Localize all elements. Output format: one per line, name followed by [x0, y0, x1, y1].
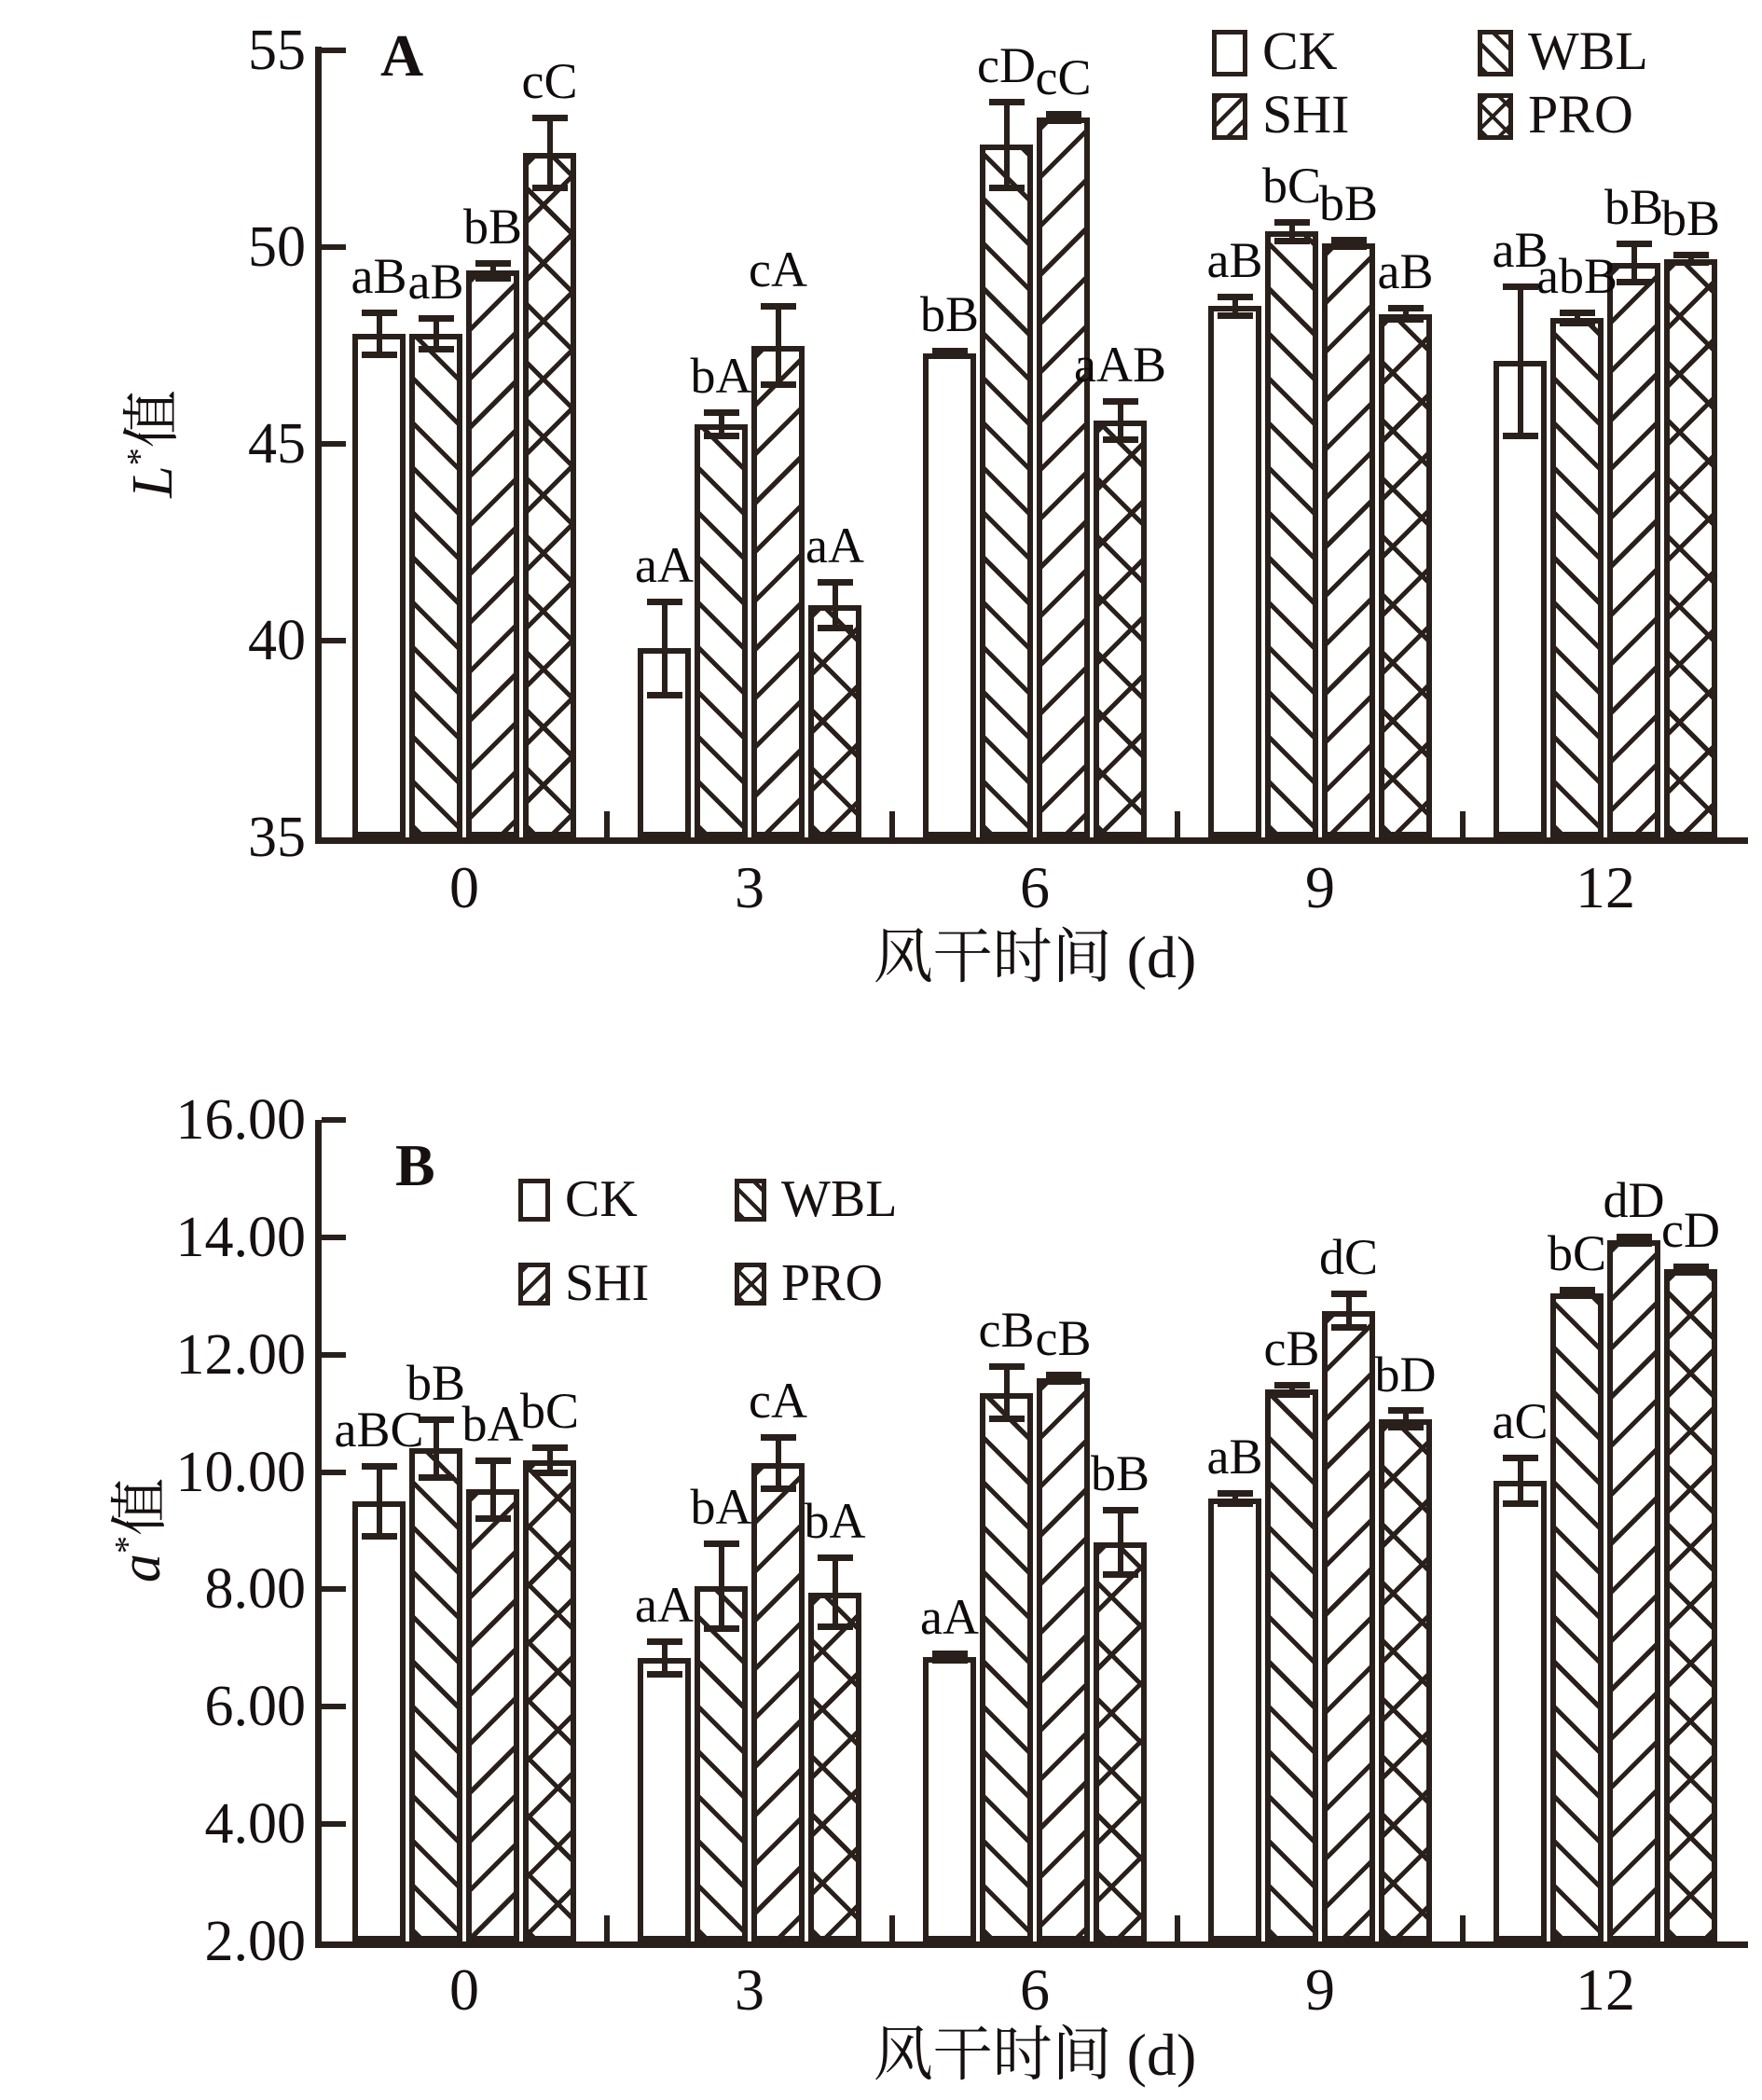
errorbar-stem-PRO-day3: [833, 1557, 838, 1628]
x-tick-A-2: [889, 811, 895, 837]
y-tick-label-B-8: 8.00: [204, 1557, 306, 1622]
sig-label-CK-day12: aB: [1492, 222, 1549, 279]
legend-label-B-SHI: SHI: [565, 1254, 650, 1312]
sig-label-WBL-day9: cB: [1263, 1320, 1320, 1377]
bar-PRO-day6: [1094, 1542, 1147, 1941]
errorbar-cap-top-CK-day3: [647, 1638, 682, 1645]
bar-SHI-day3: [751, 346, 805, 838]
sig-label-CK-day0: aBC: [334, 1402, 424, 1458]
legend-label-B-CK: CK: [565, 1170, 638, 1228]
errorbar-cap-bottom-WBL-day9: [1274, 238, 1310, 244]
errorbar-stem-CK-day12: [1518, 286, 1523, 435]
bar-WBL-day6: [980, 145, 1033, 837]
errorbar-cap-top-SHI-day0: [475, 1458, 511, 1464]
errorbar-cap-bottom-WBL-day12: [1560, 320, 1595, 326]
y-tick-label-B-12: 12.00: [175, 1322, 306, 1387]
y-tick-label-B-16: 16.00: [175, 1088, 306, 1152]
sig-label-WBL-day6: cB: [978, 1302, 1035, 1359]
legend-item-A-WBL: [1478, 21, 1648, 81]
errorbar-cap-top-SHI-day12: [1617, 241, 1652, 247]
legend-item-B-WBL: [735, 1170, 898, 1228]
bar-WBL-day9: [1265, 1389, 1318, 1941]
x-category-label-B-9: 9: [1305, 1956, 1335, 2023]
legend-item-A-PRO: [1478, 84, 1633, 145]
legend-label-A-CK: CK: [1262, 21, 1338, 81]
errorbar-stem-PRO-day0: [547, 117, 553, 188]
errorbar-cap-top-PRO-day3: [818, 579, 853, 586]
errorbar-cap-bottom-CK-day6: [932, 1657, 968, 1664]
errorbar-stem-SHI-day9: [1346, 1293, 1352, 1329]
x-axis-line-b: [315, 1941, 1748, 1948]
bar-SHI-day6: [1037, 117, 1090, 837]
y-tick-B-16: [322, 1117, 346, 1123]
errorbar-cap-bottom-SHI-day0: [475, 275, 511, 282]
sig-label-WBL-day12: bC: [1547, 1224, 1607, 1281]
errorbar-cap-bottom-PRO-day0: [532, 185, 568, 191]
x-category-label-A-3: 3: [735, 854, 764, 920]
sig-label-CK-day6: aA: [920, 1589, 979, 1646]
errorbar-stem-SHI-day0: [490, 1460, 496, 1519]
bar-CK-day0: [352, 1501, 406, 1941]
y-axis-title-a-cjk: 值: [120, 390, 185, 449]
errorbar-cap-bottom-WBL-day6: [989, 185, 1025, 191]
errorbar-cap-bottom-PRO-day12: [1673, 1269, 1709, 1276]
errorbar-stem-WBL-day0: [434, 1419, 439, 1478]
errorbar-cap-top-SHI-day3: [761, 303, 796, 310]
y-tick-B-12: [322, 1352, 346, 1358]
x-tick-A-1: [604, 811, 610, 837]
legend-swatch-A-CK-icon: [1212, 30, 1247, 76]
errorbar-cap-top-CK-day12: [1503, 1455, 1538, 1461]
errorbar-stem-SHI-day3: [776, 1437, 781, 1490]
legend-swatch-A-PRO-icon: [1478, 93, 1513, 140]
bar-PRO-day0: [523, 153, 576, 837]
sig-label-CK-day9: aB: [1206, 1428, 1263, 1485]
bar-PRO-day12: [1664, 1269, 1717, 1941]
legend-swatch-A-WBL-icon: [1478, 30, 1513, 76]
errorbar-cap-top-PRO-day6: [1103, 1507, 1138, 1513]
y-tick-label-A-45: 45: [248, 412, 306, 476]
sig-label-PRO-day0: cC: [521, 52, 578, 109]
x-category-label-B-3: 3: [735, 1956, 764, 2023]
bar-PRO-day6: [1094, 421, 1147, 837]
y-tick-A-55: [322, 48, 346, 53]
errorbar-cap-bottom-CK-day6: [932, 352, 968, 359]
errorbar-stem-SHI-day3: [776, 306, 781, 384]
bar-WBL-day6: [980, 1393, 1033, 1941]
y-tick-label-B-6: 6.00: [204, 1675, 306, 1739]
errorbar-stem-WBL-day6: [1004, 1366, 1010, 1419]
errorbar-cap-bottom-CK-day9: [1218, 312, 1253, 319]
sig-label-WBL-day3: bA: [690, 348, 752, 405]
errorbar-cap-top-PRO-day0: [532, 1444, 568, 1451]
x-tick-B-3: [1175, 1915, 1180, 1941]
errorbar-cap-bottom-PRO-day12: [1673, 259, 1709, 266]
sig-label-CK-day3: aA: [635, 536, 694, 593]
sig-label-PRO-day9: bD: [1374, 1346, 1437, 1402]
errorbar-cap-top-PRO-day6: [1103, 398, 1138, 405]
errorbar-stem-CK-day0: [377, 312, 382, 355]
errorbar-stem-WBL-day6: [1004, 102, 1010, 188]
errorbar-stem-SHI-day12: [1631, 243, 1637, 283]
bar-PRO-day3: [808, 605, 861, 837]
sig-label-SHI-day3: cA: [749, 1372, 807, 1429]
y-tick-B-10: [322, 1470, 346, 1475]
errorbar-cap-bottom-WBL-day6: [989, 1416, 1025, 1422]
errorbar-cap-bottom-WBL-day0: [419, 1474, 454, 1481]
y-tick-B-8: [322, 1586, 346, 1592]
errorbar-cap-top-CK-day9: [1218, 1490, 1253, 1497]
x-axis-title-a: 风干时间 (d): [873, 924, 1197, 990]
y-tick-B-6: [322, 1704, 346, 1709]
errorbar-cap-bottom-CK-day12: [1503, 433, 1538, 439]
bar-CK-day6: [923, 1657, 976, 1941]
errorbar-cap-bottom-CK-day3: [647, 1671, 682, 1678]
sig-label-PRO-day3: bA: [804, 1492, 866, 1549]
x-category-label-A-6: 6: [1020, 854, 1050, 920]
errorbar-cap-bottom-CK-day3: [647, 692, 682, 698]
bar-SHI-day9: [1322, 243, 1375, 837]
sig-label-SHI-day6: cB: [1035, 1310, 1092, 1367]
sig-label-CK-day3: aA: [635, 1577, 694, 1634]
y-tick-B-14: [322, 1235, 346, 1240]
y-tick-label-A-35: 35: [248, 806, 306, 869]
bar-CK-day9: [1208, 1499, 1261, 1941]
bar-PRO-day0: [523, 1460, 576, 1941]
errorbar-cap-top-CK-day0: [362, 310, 397, 316]
y-tick-A-45: [322, 441, 346, 447]
errorbar-cap-top-SHI-day12: [1617, 1234, 1652, 1240]
x-category-label-B-0: 0: [449, 1956, 479, 2023]
legend-swatch-B-CK-icon: [518, 1179, 550, 1222]
bar-CK-day9: [1208, 306, 1261, 837]
errorbar-cap-bottom-CK-day9: [1218, 1500, 1253, 1507]
x-category-label-A-0: 0: [449, 854, 479, 920]
errorbar-cap-bottom-PRO-day3: [818, 1623, 853, 1630]
x-category-label-A-12: 12: [1576, 854, 1635, 920]
errorbar-cap-top-CK-day0: [362, 1463, 397, 1470]
bar-PRO-day12: [1664, 259, 1717, 837]
sig-label-PRO-day12: cD: [1661, 1201, 1720, 1258]
panel-label-a: A: [380, 22, 424, 89]
legend-swatch-B-WBL-icon: [735, 1179, 766, 1222]
bar-SHI-day12: [1607, 263, 1660, 837]
x-axis-line-a: [315, 837, 1748, 844]
errorbar-stem-CK-day3: [662, 1641, 668, 1674]
legend-label-B-WBL: WBL: [781, 1170, 898, 1228]
sig-label-PRO-day12: bB: [1660, 190, 1721, 247]
bar-CK-day12: [1494, 1481, 1547, 1941]
x-axis-title-b: 风干时间 (d): [873, 2022, 1197, 2088]
sig-label-CK-day0: aB: [351, 247, 407, 304]
bar-WBL-day3: [695, 1586, 748, 1941]
errorbar-cap-top-SHI-day9: [1331, 1291, 1367, 1297]
legend-item-B-SHI: [518, 1254, 650, 1312]
errorbar-stem-WBL-day3: [719, 1543, 724, 1629]
sig-label-WBL-day0: bB: [406, 1354, 466, 1411]
errorbar-cap-top-WBL-day3: [704, 409, 739, 416]
bar-SHI-day6: [1037, 1378, 1090, 1941]
y-tick-label-B-14: 14.00: [175, 1205, 306, 1269]
errorbar-stem-PRO-day3: [833, 582, 838, 629]
x-tick-A-4: [1460, 811, 1466, 837]
errorbar-cap-bottom-SHI-day3: [761, 1485, 796, 1492]
errorbar-cap-top-WBL-day6: [989, 99, 1025, 105]
sig-label-PRO-day0: bC: [519, 1383, 580, 1440]
errorbar-cap-bottom-CK-day0: [362, 1533, 397, 1540]
sig-label-WBL-day0: aB: [407, 253, 464, 310]
x-tick-B-2: [889, 1915, 895, 1941]
sig-label-CK-day12: aC: [1492, 1392, 1549, 1449]
bar-WBL-day3: [695, 424, 748, 837]
errorbar-cap-bottom-WBL-day3: [704, 1625, 739, 1632]
sig-label-WBL-day3: bA: [690, 1479, 752, 1536]
errorbar-cap-bottom-SHI-day0: [475, 1515, 511, 1522]
errorbar-cap-top-SHI-day3: [761, 1434, 796, 1441]
sig-label-SHI-day9: bB: [1318, 174, 1379, 231]
sig-label-PRO-day6: aAB: [1074, 336, 1166, 393]
x-category-label-B-12: 12: [1576, 1956, 1635, 2023]
errorbar-cap-top-SHI-day0: [475, 260, 511, 267]
bar-WBL-day9: [1265, 231, 1318, 837]
bar-CK-day6: [923, 353, 976, 837]
y-tick-B-4: [322, 1821, 346, 1827]
bar-WBL-day0: [409, 334, 462, 837]
y-axis-title-a-symbol: L: [120, 465, 185, 498]
bar-CK-day3: [638, 1658, 691, 1941]
panel-label-b: B: [395, 1132, 435, 1198]
bar-WBL-day12: [1550, 318, 1604, 837]
x-tick-A-3: [1175, 811, 1180, 837]
errorbar-cap-top-PRO-day9: [1388, 1407, 1424, 1414]
sig-label-CK-day9: aB: [1206, 231, 1263, 288]
legend-swatch-B-SHI-icon: [518, 1263, 550, 1306]
bar-SHI-day0: [466, 270, 519, 837]
errorbar-cap-top-PRO-day9: [1388, 305, 1424, 311]
bar-WBL-day0: [409, 1448, 462, 1941]
errorbar-stem-PRO-day6: [1118, 401, 1123, 440]
bar-SHI-day9: [1322, 1311, 1375, 1941]
y-tick-label-B-4: 4.00: [204, 1792, 306, 1857]
sig-label-CK-day6: bB: [919, 285, 980, 342]
sig-label-WBL-day9: bC: [1261, 157, 1322, 214]
errorbar-cap-bottom-SHI-day9: [1331, 1324, 1367, 1331]
errorbar-cap-bottom-WBL-day9: [1274, 1391, 1310, 1398]
legend-label-A-SHI: SHI: [1262, 84, 1350, 145]
y-tick-label-A-50: 50: [248, 215, 306, 279]
y-tick-label-B-2: 2.00: [204, 1910, 306, 1973]
bar-SHI-day0: [466, 1489, 519, 1941]
sig-label-SHI-day0: bB: [462, 198, 523, 255]
sig-label-WBL-day12: abB: [1536, 247, 1617, 304]
y-axis-line-a: [315, 47, 322, 844]
y-tick-A-40: [322, 638, 346, 643]
y-tick-label-A-55: 55: [248, 19, 306, 82]
errorbar-cap-top-PRO-day0: [532, 115, 568, 121]
errorbar-cap-top-CK-day3: [647, 599, 682, 605]
errorbar-cap-top-CK-day12: [1503, 283, 1538, 290]
errorbar-cap-bottom-SHI-day12: [1617, 1240, 1652, 1247]
sig-label-PRO-day3: aA: [805, 517, 864, 573]
bar-WBL-day12: [1550, 1293, 1604, 1941]
sig-label-SHI-day6: cC: [1035, 48, 1092, 105]
sig-label-PRO-day6: bB: [1090, 1445, 1150, 1502]
errorbar-cap-bottom-SHI-day6: [1046, 1378, 1081, 1385]
bar-SHI-day12: [1607, 1240, 1660, 1941]
sig-label-SHI-day3: cA: [749, 242, 807, 298]
x-category-label-A-9: 9: [1305, 854, 1335, 920]
errorbar-cap-top-PRO-day3: [818, 1554, 853, 1561]
sig-label-WBL-day6: cD: [977, 36, 1036, 93]
errorbar-stem-PRO-day6: [1118, 1510, 1123, 1574]
legend-item-B-PRO: [735, 1254, 883, 1312]
y-tick-label-A-40: 40: [248, 609, 306, 672]
errorbar-cap-bottom-WBL-day3: [704, 433, 739, 439]
errorbar-cap-bottom-SHI-day6: [1046, 117, 1081, 124]
errorbar-stem-CK-day0: [377, 1466, 382, 1537]
errorbar-cap-bottom-CK-day12: [1503, 1500, 1538, 1507]
plot-area-a: [322, 36, 1748, 837]
sig-label-SHI-day12: dD: [1603, 1171, 1665, 1228]
plot-area-b: [322, 1120, 1748, 1941]
errorbar-cap-bottom-PRO-day3: [818, 625, 853, 631]
bar-PRO-day9: [1379, 1419, 1432, 1941]
errorbar-cap-bottom-PRO-day9: [1388, 316, 1424, 323]
bar-PRO-day3: [808, 1593, 861, 1941]
y-axis-title-b-cjk: 值: [108, 1477, 172, 1536]
y-tick-label-B-10: 10.00: [175, 1440, 306, 1504]
y-tick-A-50: [322, 244, 346, 250]
legend-label-A-WBL: WBL: [1528, 21, 1648, 81]
errorbar-cap-bottom-CK-day0: [362, 352, 397, 358]
errorbar-cap-top-WBL-day0: [419, 315, 454, 322]
legend-item-A-CK: [1212, 21, 1338, 81]
y-axis-title-b-symbol: a: [108, 1554, 172, 1583]
legend-item-B-CK: [518, 1170, 638, 1228]
bar-SHI-day3: [751, 1463, 805, 1941]
errorbar-stem-CK-day3: [662, 601, 668, 696]
errorbar-cap-top-WBL-day12: [1560, 310, 1595, 316]
errorbar-cap-bottom-WBL-day12: [1560, 1292, 1595, 1299]
errorbar-cap-top-SHI-day9: [1331, 237, 1367, 243]
legend-label-B-PRO: PRO: [781, 1254, 883, 1312]
bar-PRO-day9: [1379, 314, 1432, 837]
sig-label-SHI-day0: bA: [461, 1396, 524, 1452]
errorbar-cap-bottom-WBL-day0: [419, 346, 454, 352]
x-tick-B-4: [1460, 1915, 1466, 1941]
errorbar-cap-top-WBL-day9: [1274, 1382, 1310, 1388]
legend-swatch-B-PRO-icon: [735, 1263, 766, 1306]
errorbar-cap-bottom-PRO-day6: [1103, 436, 1138, 443]
errorbar-cap-bottom-PRO-day0: [532, 1470, 568, 1476]
errorbar-cap-top-PRO-day12: [1673, 252, 1709, 258]
sig-label-PRO-day9: aB: [1377, 243, 1434, 300]
bar-CK-day0: [352, 334, 406, 837]
sig-label-SHI-day12: bB: [1604, 178, 1664, 235]
errorbar-cap-bottom-PRO-day9: [1388, 1424, 1424, 1430]
errorbar-cap-top-WBL-day3: [704, 1540, 739, 1547]
errorbar-cap-bottom-SHI-day12: [1617, 279, 1652, 285]
errorbar-cap-top-WBL-day6: [989, 1363, 1025, 1370]
x-category-label-B-6: 6: [1020, 1956, 1050, 2023]
errorbar-cap-top-CK-day9: [1218, 294, 1253, 300]
errorbar-cap-top-WBL-day9: [1274, 219, 1310, 226]
errorbar-stem-CK-day12: [1518, 1458, 1523, 1504]
y-axis-line-b: [315, 1120, 322, 1948]
errorbar-cap-bottom-SHI-day3: [761, 381, 796, 388]
errorbar-cap-top-SHI-day6: [1046, 111, 1081, 117]
legend-swatch-A-SHI-icon: [1212, 93, 1247, 140]
errorbar-cap-bottom-PRO-day6: [1103, 1571, 1138, 1578]
x-tick-B-1: [604, 1915, 610, 1941]
y-axis-title-b-sup: *: [108, 1535, 148, 1554]
sig-label-SHI-day9: dC: [1318, 1228, 1379, 1285]
legend-label-A-PRO: PRO: [1528, 84, 1633, 145]
y-axis-title-a-sup: *: [120, 448, 160, 466]
legend-item-A-SHI: [1212, 84, 1350, 145]
errorbar-cap-bottom-SHI-day9: [1331, 243, 1367, 250]
errorbar-stem-WBL-day0: [434, 318, 439, 350]
